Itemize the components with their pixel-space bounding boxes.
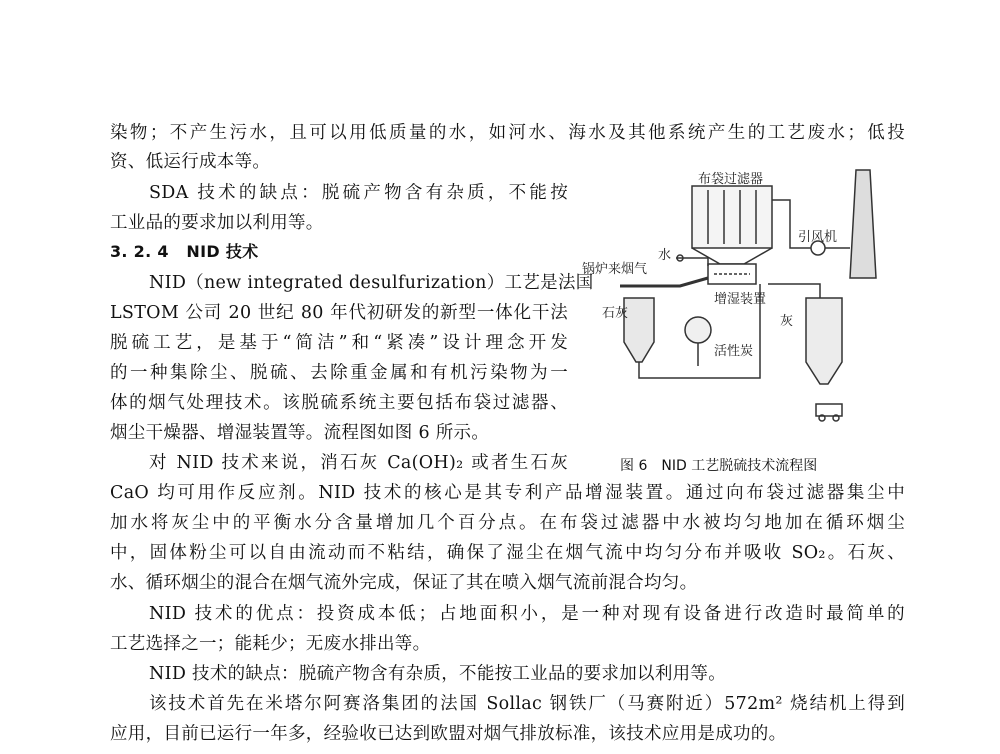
water-line [676, 258, 708, 266]
section-number: 3. 2. 4 [110, 242, 169, 261]
chimney [850, 170, 876, 278]
ash-silo [806, 298, 842, 384]
activated-carbon-tank [685, 317, 711, 343]
ash-line [768, 284, 820, 298]
text-line: 工艺选择之一；能耗少；无废水排出等。 [110, 634, 431, 654]
label-lime: 石灰 [602, 306, 629, 321]
label-activated-carbon: 活性炭 [714, 344, 754, 359]
text-line: NID（new integrated desulfurization）工艺是法国 [149, 273, 594, 293]
label-ash: 灰 [780, 314, 794, 329]
nid-process-diagram [580, 166, 910, 428]
text-line: 水、循环烟尘的混合在烟气流外完成，保证了其在喷入烟气流前混合均匀。 [110, 573, 698, 593]
label-humidifier: 增湿装置 [714, 292, 767, 307]
label-bag-filter: 布袋过滤器 [698, 172, 764, 187]
text-line: CaO 均可用作反应剂。NID 技术的核心是其专利产品增湿装置。通过向布袋过滤器集尘中 [110, 483, 905, 503]
truck [816, 404, 842, 416]
flue-gas-inlet [620, 278, 708, 286]
text-line: SDA 技术的缺点：脱硫产物含有杂质，不能按 [149, 183, 568, 203]
text-line: 加水将灰尘中的平衡水分含量增加几个百分点。在布袋过滤器中水被均匀地加在循环烟尘 [110, 513, 905, 533]
text-line: 中，固体粉尘可以自由流动而不粘结，确保了湿尘在烟气流中均匀分布并吸收 SO₂。石灰、 [110, 543, 905, 563]
text-line: NID 技术的缺点：脱硫产物含有杂质，不能按工业品的要求加以利用等。 [149, 664, 727, 684]
text-line: LSTOM 公司 20 世纪 80 年代初研发的新型一体化干法 [110, 303, 568, 323]
text-line: 该技术首先在米塔尔阿赛洛集团的法国 Sollac 钢铁厂（马赛附近）572m² 烧结机上得到 [149, 694, 905, 714]
text-line: 烟尘干燥器、增湿装置等。流程图如图 6 所示。 [110, 423, 490, 443]
text-line: 脱硫工艺，是基于“简洁”和“紧凑”设计理念开发 [110, 333, 568, 353]
text-line: 应用，目前已运行一年多，经验收已达到欧盟对烟气排放标准，该技术应用是成功的。 [110, 724, 787, 744]
bag-filter [692, 186, 772, 248]
label-fan: 引风机 [798, 230, 838, 245]
figure-caption: 图 6 NID 工艺脱硫技术流程图 [620, 458, 818, 474]
section-heading [110, 241, 258, 263]
text-line: 资、低运行成本等。 [110, 152, 271, 172]
lime-silo [624, 298, 654, 362]
text-line: 体的烟气处理技术。该脱硫系统主要包括布袋过滤器、 [110, 393, 568, 413]
label-water: 水 [658, 248, 672, 263]
text-line: NID 技术的优点：投资成本低；占地面积小，是一种对现有设备进行改造时最简单的 [149, 604, 905, 624]
text-line: 工业品的要求加以利用等。 [110, 213, 324, 233]
section-title: NID 技术 [186, 242, 259, 261]
text-line: 染物；不产生污水，且可以用低质量的水，如河水、海水及其他系统产生的工艺废水；低投 [110, 123, 905, 143]
text-line: 对 NID 技术来说，消石灰 Ca(OH)₂ 或者生石灰 [149, 453, 568, 473]
text-line: 的一种集除尘、脱硫、去除重金属和有机污染物为一 [110, 363, 568, 383]
label-boiler-gas: 锅炉来烟气 [582, 262, 648, 277]
